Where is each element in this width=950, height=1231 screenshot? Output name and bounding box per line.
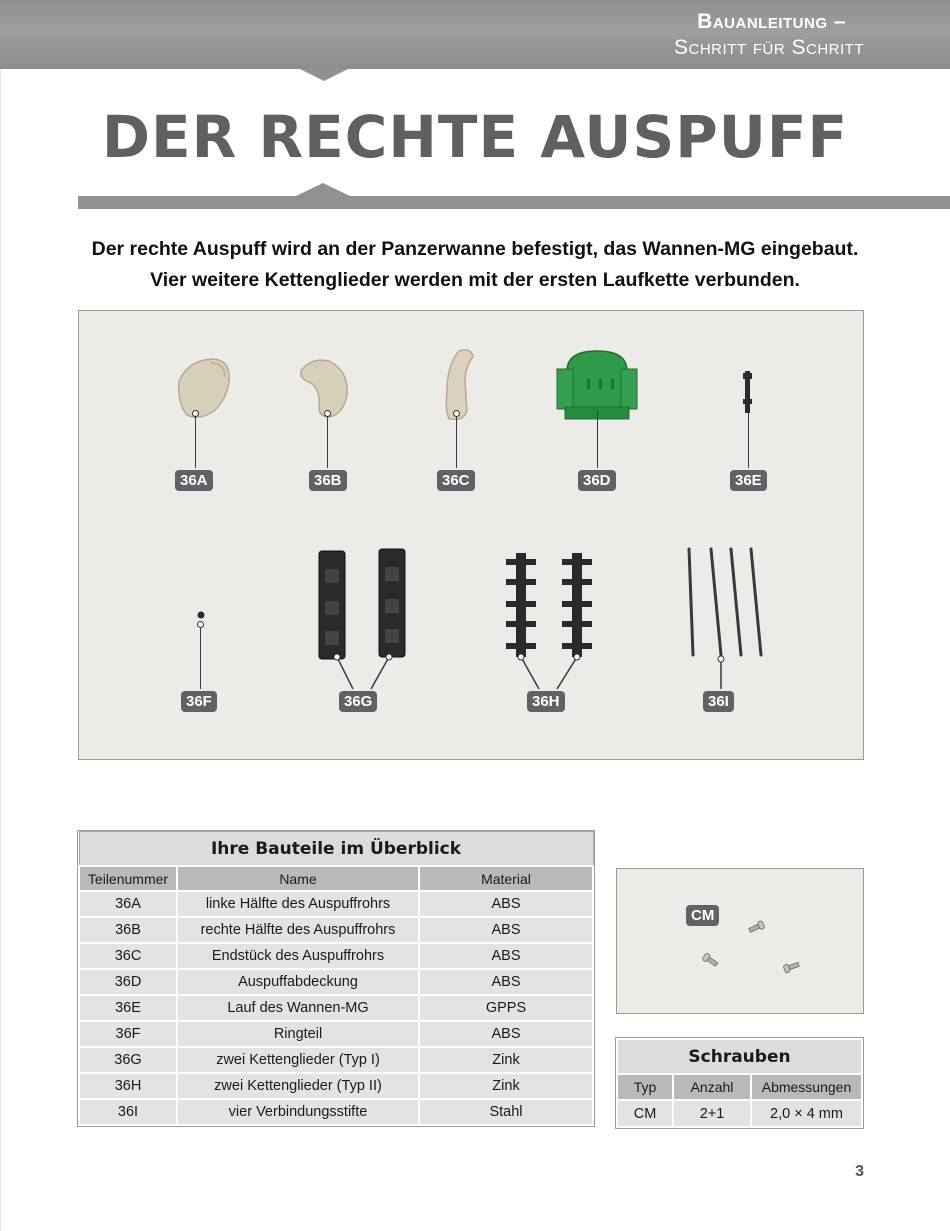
table-cell: 36H [79, 1073, 177, 1099]
leader-line [748, 413, 750, 468]
table-cell: 36F [79, 1021, 177, 1047]
parts-table-caption: Ihre Bauteile im Überblick [79, 832, 593, 867]
label-36h: 36H [527, 691, 565, 712]
table-row [79, 917, 593, 943]
label-36c: 36C [437, 470, 475, 491]
table-row [79, 1073, 593, 1099]
table-cell: 36G [79, 1047, 177, 1073]
leader-line [327, 417, 329, 468]
table-cell: ABS [419, 1021, 593, 1047]
column-header: Typ [617, 1074, 673, 1100]
table-cell: vier Verbindungsstifte [177, 1099, 419, 1125]
part-36c-shape [446, 350, 473, 419]
label-36i: 36I [703, 691, 734, 712]
table-cell: CM [617, 1100, 673, 1127]
table-row [617, 1100, 862, 1127]
table-row [79, 1099, 593, 1125]
parts-photo [78, 310, 864, 760]
header-subtitle: Schritt für Schritt [674, 36, 864, 59]
table-cell: GPPS [419, 995, 593, 1021]
part-36d-shape [557, 351, 637, 419]
leader-line [200, 628, 202, 689]
leader-line [456, 417, 458, 468]
leader-dot [197, 621, 204, 628]
page-number: 3 [855, 1163, 864, 1180]
header-notch [298, 68, 350, 81]
table-cell: Zink [419, 1047, 593, 1073]
label-36g: 36G [339, 691, 377, 712]
label-cm: CM [686, 905, 719, 926]
part-36i-shape [689, 549, 761, 655]
table-cell: ABS [419, 891, 593, 917]
page-title: DER RECHTE AUSPUFF [101, 103, 849, 171]
parts-table-header-row [79, 866, 593, 891]
label-36a: 36A [175, 470, 213, 491]
part-36b-shape [301, 360, 347, 417]
leader-dot [192, 410, 199, 417]
table-cell: 36A [79, 891, 177, 917]
table-cell: ABS [419, 917, 593, 943]
intro-line: Vier weitere Kettenglieder werden mit der ersten Laufkette verbunden. [150, 269, 800, 291]
table-cell: 36I [79, 1099, 177, 1125]
table-cell: linke Hälfte des Auspuffrohrs [177, 891, 419, 917]
screws-table-header-row [617, 1074, 862, 1100]
title-rule-notch [296, 183, 350, 196]
intro-line: Der rechte Auspuff wird an der Panzerwanne befestigt, das Wannen-MG eingebaut. [91, 238, 859, 260]
table-row [79, 891, 593, 917]
table-cell: Zink [419, 1073, 593, 1099]
table-cell: ABS [419, 943, 593, 969]
table-cell: ABS [419, 969, 593, 995]
table-cell: 36B [79, 917, 177, 943]
parts-table [78, 831, 594, 1126]
table-cell: Auspuffabdeckung [177, 969, 419, 995]
part-36g-shape [319, 549, 405, 659]
table-row [79, 969, 593, 995]
table-cell: 36E [79, 995, 177, 1021]
table-cell: rechte Hälfte des Auspuffrohrs [177, 917, 419, 943]
table-cell: Ringteil [177, 1021, 419, 1047]
screws-table [616, 1038, 863, 1128]
table-row [79, 995, 593, 1021]
table-row [79, 943, 593, 969]
label-36d: 36D [578, 470, 616, 491]
leader-dot [324, 410, 331, 417]
page-edge [0, 69, 1, 1231]
table-cell: 2,0 × 4 mm [751, 1100, 862, 1127]
header-band [0, 0, 950, 69]
label-36e: 36E [730, 470, 767, 491]
part-36h-shape [506, 553, 592, 657]
table-cell: 36C [79, 943, 177, 969]
table-cell: zwei Kettenglieder (Typ I) [177, 1047, 419, 1073]
table-cell: 2+1 [673, 1100, 751, 1127]
table-cell: zwei Kettenglieder (Typ II) [177, 1073, 419, 1099]
title-rule [78, 196, 950, 209]
leader-line [597, 411, 599, 468]
intro-text [60, 234, 890, 296]
column-header: Material [419, 866, 593, 891]
column-header: Abmessungen [751, 1074, 862, 1100]
table-cell: Lauf des Wannen-MG [177, 995, 419, 1021]
screws-photo [616, 868, 864, 1014]
table-row [79, 1047, 593, 1073]
leader-dot [453, 410, 460, 417]
part-36e-shape [743, 371, 752, 413]
header-title: Bauanleitung – [697, 10, 846, 33]
table-cell: Stahl [419, 1099, 593, 1125]
part-36a-shape [179, 359, 230, 417]
column-header: Anzahl [673, 1074, 751, 1100]
part-36f-shape [198, 612, 205, 619]
table-cell: Endstück des Auspuffrohrs [177, 943, 419, 969]
column-header: Name [177, 866, 419, 891]
label-36f: 36F [181, 691, 217, 712]
table-row [79, 1021, 593, 1047]
screws-illustration [617, 869, 863, 1013]
label-36b: 36B [309, 470, 347, 491]
leader-line [195, 417, 197, 468]
screws-table-caption: Schrauben [617, 1039, 862, 1074]
table-cell: 36D [79, 969, 177, 995]
column-header: Teilenummer [79, 866, 177, 891]
